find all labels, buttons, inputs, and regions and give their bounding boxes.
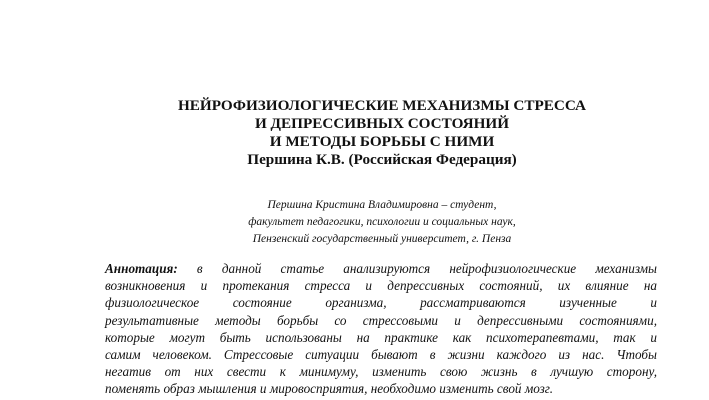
- annotation-line-3: физиологическое состояние организма, рассматриваются изученные и: [105, 295, 657, 311]
- annotation-paragraph: [105, 260, 657, 398]
- article-title-block: [0, 97, 709, 169]
- annotation-line-8: поменять образ мышления и мировосприятия, необходимо изменить свой мозг.: [105, 381, 554, 397]
- annotation-line-2: возникновения и протекания стресса и депрессивных состояний, их влияние на: [105, 278, 657, 294]
- article-author-heading: Першина К.В. (Российская Федерация): [247, 151, 517, 168]
- author-line-1: Першина Кристина Владимировна – студент,: [267, 199, 497, 211]
- annotation-line-6: самим человеком. Стрессовые ситуации бывают в жизни каждого из нас. Чтобы: [105, 347, 657, 363]
- annotation-line-4: результативные методы борьбы со стрессовыми и депрессивными состояниями,: [105, 312, 657, 328]
- annotation-line-5: которые могут быть использованы на практике как психотерапевтами, так и: [105, 329, 657, 345]
- article-title-line-1: НЕЙРОФИЗИОЛОГИЧЕСКИЕ МЕХАНИЗМЫ СТРЕССА: [177, 97, 587, 114]
- author-affiliation: [0, 197, 709, 248]
- author-line-2: факультет педагогики, психологии и социальных наук,: [248, 216, 516, 228]
- article-title-line-2: И ДЕПРЕССИВНЫХ СОСТОЯНИЙ: [254, 115, 510, 132]
- article-title-line-3: И МЕТОДЫ БОРЬБЫ С НИМИ: [269, 133, 495, 150]
- author-line-3: Пензенский государственный университет, г. Пенза: [252, 233, 512, 245]
- annotation-line-1: [105, 260, 657, 277]
- annotation-label: Аннотация:: [105, 261, 178, 276]
- annotation-line-7: негатив от них свести к минимуму, изменить свою жизнь в лучшую сторону,: [105, 364, 657, 380]
- annotation-line-1-text: в данной статье анализируются нейрофизиологические механизмы: [177, 261, 657, 276]
